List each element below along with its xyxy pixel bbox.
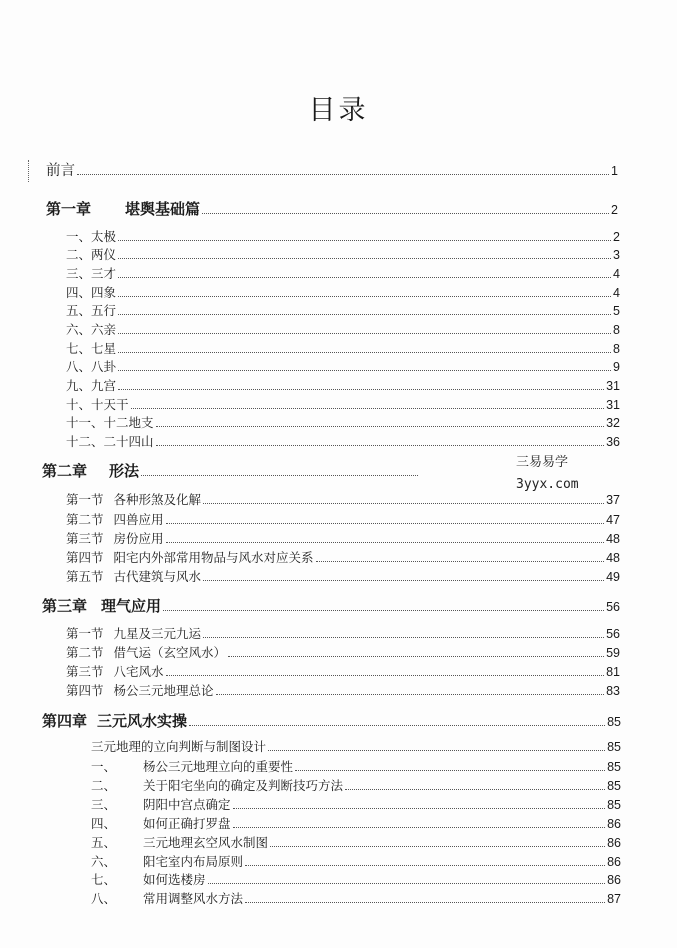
toc-entry[interactable]	[66, 624, 620, 642]
toc-entry[interactable]	[66, 357, 620, 375]
toc-entry[interactable]	[66, 567, 620, 585]
toc-entry-number: 三、	[91, 797, 117, 812]
toc-page-number: 1	[611, 164, 618, 178]
toc-leader-dots	[270, 846, 605, 847]
toc-page-number: 86	[607, 817, 621, 831]
toc-entry-label: 古代建筑与风水	[113, 569, 202, 584]
toc-entry-label: 如何正确打罗盘	[143, 816, 231, 831]
toc-entry[interactable]	[91, 814, 621, 832]
toc-entry[interactable]	[91, 833, 621, 851]
toc-entry-label: 杨公三元地理立向的重要性	[143, 759, 294, 774]
toc-leader-dots	[166, 675, 605, 676]
toc-entry[interactable]	[66, 662, 620, 680]
toc-page-number: 31	[606, 398, 620, 412]
toc-entry[interactable]	[66, 227, 620, 245]
toc-leader-dots	[345, 789, 605, 790]
toc-leader-dots	[202, 213, 609, 214]
toc-entry-label: 六、六亲	[66, 322, 117, 337]
toc-entry-label: 阳宅室内布局原则	[143, 854, 244, 869]
toc-page-number: 56	[606, 600, 620, 614]
watermark-name: 三易易学	[516, 455, 569, 470]
toc-entry-label: 七、七星	[66, 341, 117, 356]
toc-page-number: 31	[606, 379, 620, 393]
toc-page-number: 32	[606, 416, 620, 430]
toc-entry[interactable]	[66, 283, 620, 301]
toc-leader-dots	[118, 370, 611, 371]
toc-entry[interactable]	[42, 710, 621, 731]
toc-entry-number: 第一节	[66, 626, 104, 641]
toc-page-number: 85	[607, 740, 621, 754]
toc-page-number: 47	[606, 513, 620, 527]
toc-page-number: 86	[607, 836, 621, 850]
toc-entry[interactable]	[91, 870, 621, 888]
toc-entry[interactable]	[66, 413, 620, 431]
toc-leader-dots	[245, 865, 605, 866]
watermark	[516, 452, 579, 496]
toc-leader-dots	[156, 445, 605, 446]
toc-entry[interactable]	[66, 301, 620, 319]
toc-entry-number: 第三节	[66, 531, 104, 546]
toc-page-number: 4	[613, 267, 620, 281]
toc-entry-number: 第一节	[66, 492, 104, 507]
toc-entry[interactable]	[66, 395, 620, 413]
toc-entry-label: 九、九宫	[66, 378, 117, 393]
toc-entry-number: 第三章	[42, 597, 88, 615]
toc-leader-dots	[118, 314, 611, 315]
toc-leader-dots	[233, 827, 606, 828]
toc-entry[interactable]	[46, 198, 618, 219]
toc-leader-dots	[295, 770, 605, 771]
toc-leader-dots	[216, 694, 605, 695]
toc-entry[interactable]	[91, 757, 621, 775]
toc-entry-label: 八宅风水	[113, 664, 164, 679]
toc-entry-label: 堪舆基础篇	[125, 200, 201, 218]
toc-entry-label: 阳宅内外部常用物品与风水对应关系	[113, 550, 314, 565]
toc-entry-number: 五、	[91, 835, 117, 850]
toc-page-number: 86	[607, 873, 621, 887]
toc-entry[interactable]	[66, 376, 620, 394]
toc-entry[interactable]	[91, 795, 621, 813]
toc-leader-dots	[166, 523, 605, 524]
toc-entry-number: 第二节	[66, 512, 104, 527]
toc-entry-number: 第四节	[66, 683, 104, 698]
toc-entry-label: 借气运（玄空风水）	[113, 645, 227, 660]
toc-entry-number: 二、	[91, 778, 117, 793]
scan-edge-mark	[28, 160, 32, 182]
toc-entry-label: 三元地理的立向判断与制图设计	[91, 739, 267, 754]
watermark-url: 3yyx.com	[516, 477, 579, 492]
toc-page-number: 83	[606, 684, 620, 698]
toc-entry-label: 前言	[46, 163, 75, 179]
toc-leader-dots	[163, 610, 604, 611]
toc-entry[interactable]	[91, 737, 621, 755]
toc-entry-label: 关于阳宅坐向的确定及判断技巧方法	[143, 778, 344, 793]
toc-leader-dots	[141, 475, 418, 476]
toc-entry-label: 四兽应用	[113, 512, 164, 527]
toc-leader-dots	[189, 725, 605, 726]
toc-entry-label: 常用调整风水方法	[143, 891, 244, 906]
toc-entry-label: 理气应用	[101, 597, 162, 615]
toc-entry[interactable]	[91, 889, 621, 907]
toc-entry-label: 三、三才	[66, 266, 117, 281]
toc-entry[interactable]	[66, 264, 620, 282]
toc-entry-number: 第二节	[66, 645, 104, 660]
toc-page-number: 37	[606, 493, 620, 507]
toc-page-number: 56	[606, 627, 620, 641]
toc-page-number: 8	[613, 342, 620, 356]
toc-entry-number: 第一章	[46, 200, 92, 218]
toc-entry-number: 第二章	[42, 462, 88, 480]
toc-page-number: 49	[606, 570, 620, 584]
toc-page-number: 85	[607, 798, 621, 812]
toc-leader-dots	[118, 352, 611, 353]
toc-entry[interactable]	[91, 852, 621, 870]
toc-leader-dots	[118, 296, 611, 297]
toc-entry-number: 第四章	[42, 712, 88, 730]
toc-leader-dots	[245, 902, 605, 903]
toc-entry-label: 五、五行	[66, 303, 117, 318]
toc-leader-dots	[118, 277, 611, 278]
toc-entry-number: 七、	[91, 872, 117, 887]
toc-page-number: 48	[606, 551, 620, 565]
toc-leader-dots	[208, 883, 606, 884]
toc-entry-label: 四、四象	[66, 285, 117, 300]
toc-page-number: 87	[607, 892, 621, 906]
toc-leader-dots	[316, 561, 605, 562]
toc-entry-label: 阴阳中宫点确定	[143, 797, 231, 812]
toc-entry[interactable]	[66, 245, 620, 263]
toc-entry[interactable]	[66, 510, 620, 528]
toc-entry-label: 如何选楼房	[143, 872, 206, 887]
toc-entry-label: 二、两仪	[66, 247, 117, 262]
toc-entry[interactable]	[66, 548, 620, 566]
toc-entry-label: 十二、二十四山	[66, 434, 154, 449]
toc-entry-label: 房份应用	[113, 531, 164, 546]
toc-page-number: 81	[606, 665, 620, 679]
toc-leader-dots	[203, 580, 604, 581]
toc-leader-dots	[228, 656, 604, 657]
toc-page-number: 8	[613, 323, 620, 337]
toc-entry-number: 第三节	[66, 664, 104, 679]
toc-page-number: 2	[611, 203, 618, 217]
toc-leader-dots	[118, 258, 611, 259]
toc-entry-number: 第四节	[66, 550, 104, 565]
toc-entry[interactable]	[91, 776, 621, 794]
toc-entry-label: 各种形煞及化解	[113, 492, 202, 507]
toc-entry-label: 十、十天干	[66, 397, 129, 412]
toc-page-number: 85	[607, 760, 621, 774]
toc-leader-dots	[118, 389, 604, 390]
toc-page-number: 85	[607, 779, 621, 793]
toc-entry[interactable]	[66, 339, 620, 357]
toc-entry[interactable]	[66, 643, 620, 661]
toc-entry[interactable]	[66, 529, 620, 547]
toc-entry[interactable]	[42, 460, 420, 481]
toc-page-number: 2	[613, 230, 620, 244]
toc-page-number: 86	[607, 855, 621, 869]
toc-entry-number: 六、	[91, 854, 117, 869]
toc-entry-number: 四、	[91, 816, 117, 831]
toc-page-number: 85	[607, 715, 621, 729]
toc-entry-label: 八、八卦	[66, 359, 117, 374]
toc-page-number: 59	[606, 646, 620, 660]
toc-leader-dots	[203, 503, 604, 504]
toc-entry-label: 一、太极	[66, 229, 117, 244]
toc-page-number: 36	[606, 435, 620, 449]
toc-leader-dots	[233, 808, 606, 809]
toc-entry-number: 第五节	[66, 569, 104, 584]
toc-entry[interactable]	[46, 159, 618, 180]
toc-entry-label: 十一、十二地支	[66, 415, 154, 430]
toc-entry[interactable]	[66, 432, 620, 450]
page-title: 目录	[308, 95, 369, 126]
toc-leader-dots	[131, 408, 605, 409]
toc-leader-dots	[77, 174, 609, 175]
toc-entry-label: 三元地理玄空风水制图	[143, 835, 269, 850]
toc-leader-dots	[156, 426, 605, 427]
toc-entry-label: 三元风水实操	[97, 712, 188, 730]
toc-leader-dots	[118, 333, 611, 334]
toc-entry[interactable]	[66, 681, 620, 699]
toc-entry-number: 一、	[91, 759, 117, 774]
toc-page-number: 9	[613, 360, 620, 374]
toc-page-number: 4	[613, 286, 620, 300]
toc-page-number: 3	[613, 248, 620, 262]
toc-leader-dots	[118, 240, 611, 241]
toc-page-number: 5	[613, 304, 620, 318]
toc-entry-number: 八、	[91, 891, 117, 906]
toc-entry-label: 杨公三元地理总论	[113, 683, 214, 698]
toc-page-number: 48	[606, 532, 620, 546]
toc-entry[interactable]	[42, 595, 620, 616]
toc-entry-label: 九星及三元九运	[113, 626, 202, 641]
toc-leader-dots	[166, 542, 605, 543]
toc-entry[interactable]	[66, 320, 620, 338]
toc-entry-label: 形法	[109, 462, 140, 480]
toc-leader-dots	[268, 750, 605, 751]
toc-leader-dots	[203, 637, 604, 638]
